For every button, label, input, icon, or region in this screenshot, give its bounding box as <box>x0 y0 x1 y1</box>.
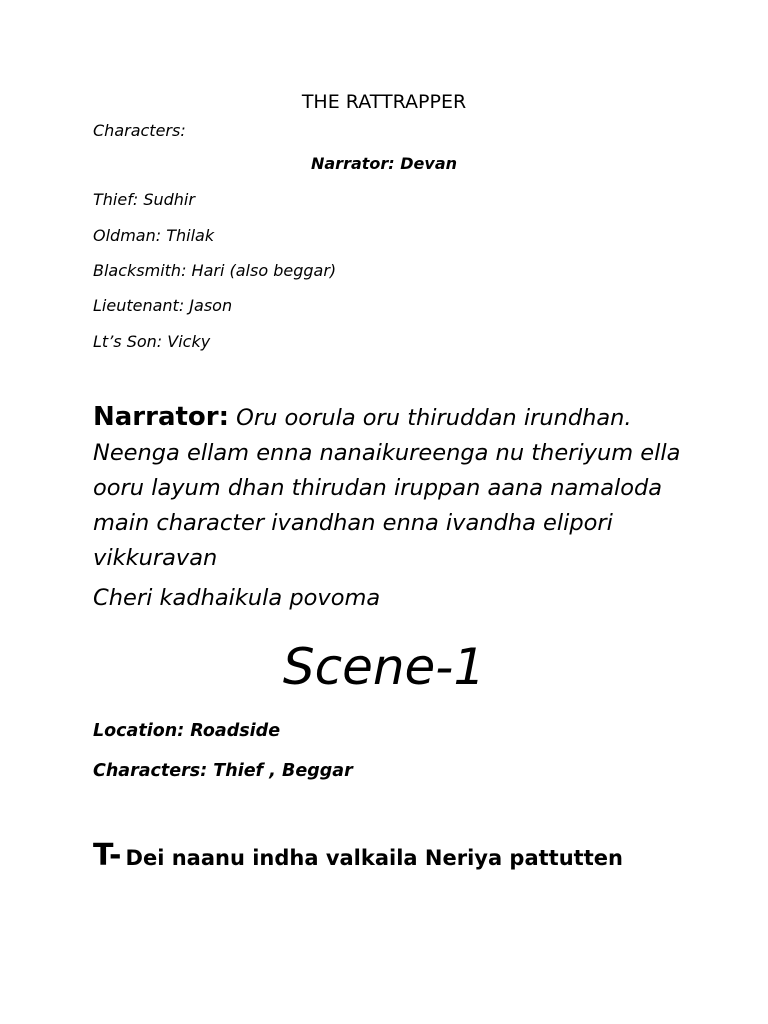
narrator-cast-line: Narrator: Devan <box>310 154 457 173</box>
document-title: THE RATTRAPPER <box>301 91 467 113</box>
cast-item: Blacksmith: Hari (also beggar) <box>93 261 337 280</box>
cast-item: Lt’s Son: Vicky <box>93 332 211 351</box>
scene-location: Location: Roadside <box>93 721 281 741</box>
narration-text: Oru oorula oru thiruddan irundhan. Neenga ellam enna nanaikureenga nu theriyum ella ooru layum dhan thirudan iruppan aana namaloda main character ivandhan enna ivandha elipori vikkuravan <box>93 405 681 571</box>
scene-characters: Characters: Thief , Beggar <box>93 761 353 781</box>
dialogue-line <box>93 838 623 873</box>
dialogue-speaker: T- <box>93 838 122 873</box>
cast-item: Oldman: Thilak <box>93 226 215 245</box>
scene-heading: Scene-1 <box>282 638 486 696</box>
characters-heading: Characters: <box>93 121 186 140</box>
narrator-label: Narrator: <box>93 402 230 432</box>
cast-item: Lieutenant: Jason <box>93 296 233 315</box>
dialogue-text: Dei naanu indha valkaila Neriya pattutten <box>125 846 623 870</box>
cast-item: Thief: Sudhir <box>93 190 195 209</box>
narration-paragraph <box>93 400 693 576</box>
narration-followup: Cheri kadhaikula povoma <box>93 585 381 611</box>
